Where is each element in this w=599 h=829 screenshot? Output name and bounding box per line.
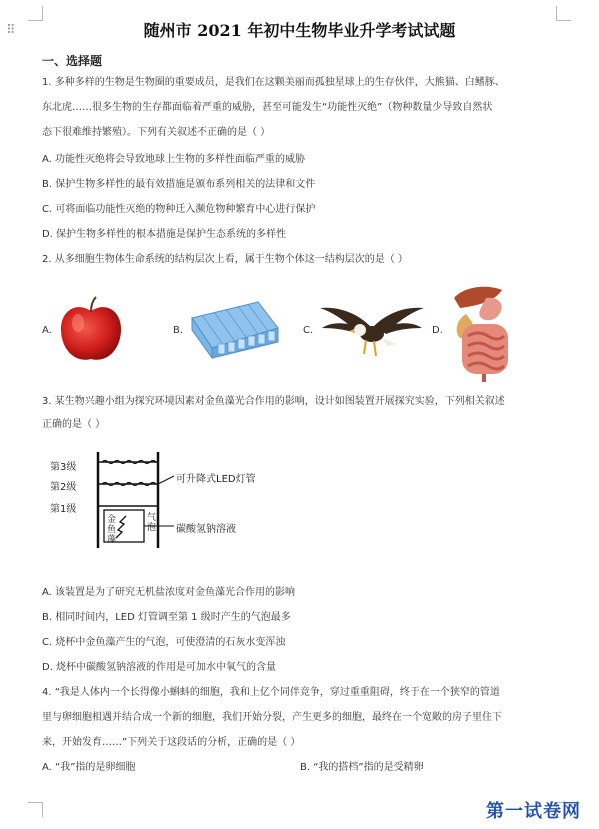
corner-mark	[28, 802, 43, 817]
q2-option-a-label: A.	[42, 325, 52, 336]
q4-stem-line: 里与卵细胞相遇并结合成一个新的细胞，我们开始分裂，产生更多的细胞，最终在一个宽敞的房子里住下	[42, 712, 502, 723]
plant-label: 金	[107, 515, 117, 525]
digestive-system-image	[446, 280, 516, 384]
q4-stem-line: 来，开始发育……”下列关于这段话的分析，正确的是（ ）	[42, 737, 301, 748]
q4-stem-line: 4. “我是人体内一个长得像小蝌蚪的细胞，我和上亿个同伴竞争，穿过重重阻碍，终于在一个狭窄的管道	[42, 687, 500, 698]
q1-stem-line: 1. 多种多样的生物是生物圈的重要成员，是我们在这颗美丽而孤独星球上的生存伙伴，大熊猫、白鳍豚、	[42, 77, 505, 88]
q3-stem-line: 3. 某生物兴趣小组为探究环境因素对金鱼藻光合作用的影响，设计如图装置开展探究实验，下列相关叙述	[42, 396, 505, 407]
q4-option-a: A. “我”指的是卵细胞	[42, 762, 136, 773]
q1-stem-line: 态下很难维持繁殖）。下列有关叙述不正确的是（ ）	[42, 127, 271, 138]
q2-option-d-label: D.	[432, 325, 443, 336]
q3-option-d: D. 烧杯中碳酸氢钠溶液的作用是可加水中氧气的含量	[42, 662, 277, 673]
site-watermark: 第一试卷网	[486, 801, 581, 822]
drag-handle-icon[interactable]: ⠿	[6, 23, 15, 38]
solution-label: 碳酸氢钠溶液	[176, 524, 236, 535]
q4-option-b: B. “我的搭档”指的是受精卵	[300, 762, 424, 773]
q2-stem: 2. 从多细胞生物体生命系统的结构层次上看，属于生物个体这一结构层次的是（ ）	[42, 254, 408, 265]
level-1-label: 第1级	[50, 504, 77, 515]
q1-option-a: A. 功能性灭绝将会导致地球上生物的多样性面临严重的威胁	[42, 154, 306, 165]
q3-option-c: C. 烧杯中金鱼藻产生的气泡，可使澄清的石灰水变浑浊	[42, 637, 286, 648]
plant-label: 藻	[107, 535, 117, 545]
q1-option-b: B. 保护生物多样性的最有效措施是颁布系列相关的法律和文件	[42, 179, 316, 190]
experiment-apparatus	[50, 448, 310, 558]
q2-option-b-label: B.	[173, 325, 184, 336]
page-title: 随州市 2021 年初中生物毕业升学考试试题	[143, 21, 456, 40]
level-2-label: 第2级	[50, 482, 77, 493]
bubble-label: 气	[147, 513, 157, 523]
q1-option-c: C. 可将面临功能性灭绝的物种迁入濒危物种繁育中心进行保护	[42, 204, 316, 215]
bubble-label: 泡	[147, 523, 157, 533]
section-heading: 一、选择题	[42, 54, 103, 68]
led-label: 可升降式LED灯管	[176, 474, 256, 485]
q1-option-d: D. 保护生物多样性的根本措施是保护生态系统的多样性	[42, 229, 287, 240]
q3-stem-line: 正确的是（ ）	[42, 419, 106, 430]
eagle-image	[318, 296, 426, 362]
q1-stem-line: 东北虎……很多生物的生存都面临着严重的威胁，甚至可能发生“功能性灭绝”（物种数量少导致自然状	[42, 102, 493, 113]
level-3-label: 第3级	[50, 462, 77, 473]
apparatus-drawing	[50, 448, 310, 558]
q3-option-b: B. 相同时间内，LED 灯管调至第 1 级时产生的气泡最多	[42, 612, 291, 623]
q3-option-a: A. 该装置是为了研究无机盐浓度对金鱼藻光合作用的影响	[42, 587, 296, 598]
plant-label: 鱼	[107, 525, 117, 535]
q2-option-c-label: C.	[303, 325, 314, 336]
apple-image	[58, 295, 124, 365]
tissue-image	[188, 298, 280, 360]
